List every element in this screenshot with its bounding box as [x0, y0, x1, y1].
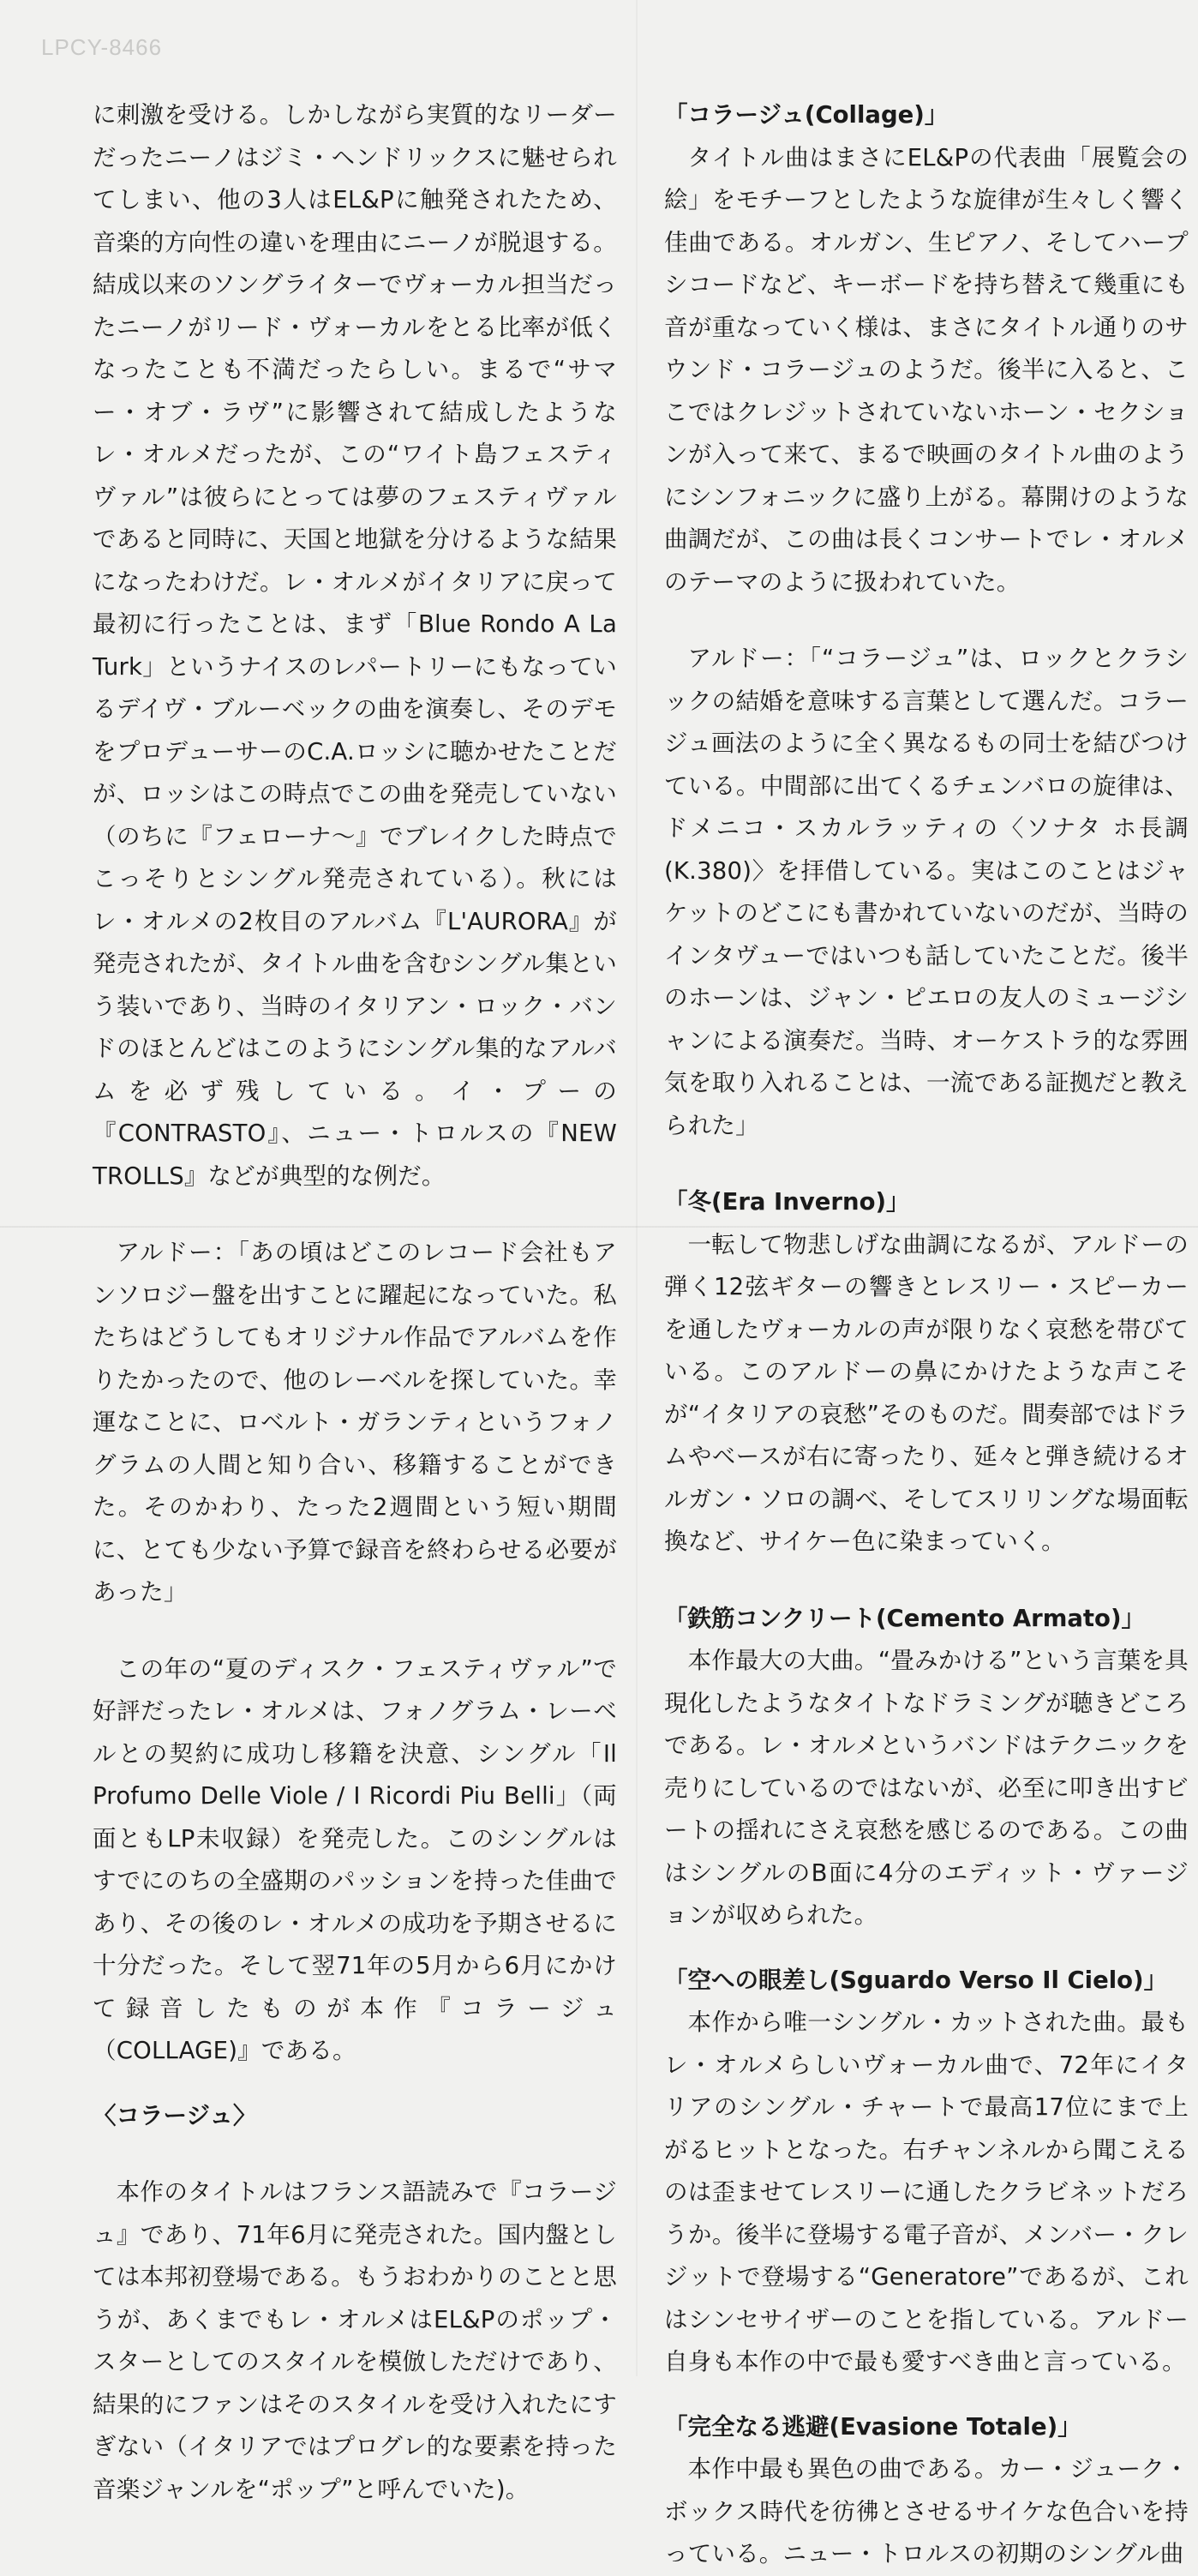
- track-text-sguardo: 本作から唯一シングル・カットされた曲。最もレ・オルメらしいヴォーカル曲で、72年にイタリアのシングル・チャートで最高17位にまで上がるヒットとなった。右チャンネルから聞こえるのは歪ませてレスリーに通したクラビネットだろうか。後半に登場する電子音が、メンバー・クレジットで登場する“Generatore”であるが、これはシンセサイザーのことを指している。アルドー自身も本作の中で最も愛すべき曲と言っている。: [664, 2009, 1189, 2375]
- track-quote-collage: アルドー：「“コラージュ”は、ロックとクラシックの結婚を意味する言葉として選んだ。コラージュ画法のように全く異なるもの同士を結びつけている。中間部に出てくるチェンバロの旋律は、ドメニコ・スカルラッティの〈ソナタ ホ長調(K.380)〉を拝借している。実はこのことはジャケットのどこにも書かれていないのだが、当時のインタヴューではいつも話していたことだ。後半のホーンは、ジャン・ピエロの友人のミュージシャンによる演奏だ。当時、オーケストラ的な雰囲気を取り入れることは、一流である証拠だと教えられた」: [664, 645, 1189, 1139]
- track-heading-cemento-armato: 「鉄筋コンクリート(Cemento Armato)」: [664, 1604, 1146, 1632]
- paragraph-4: 本作のタイトルはフランス語読みで『コラージュ』であり、71年6月に発売された。国内盤としては本邦初登場である。もうおわかりのことと思うが、あくまでもレ・オルメはEL&Pのポップ・スターとしてのスタイルを模倣しただけであり、結果的にファンはそのスタイルを受け入れたにすぎない（イタリアではプログレ的な要素を持った音楽ジャンルを“ポップ”と呼んでいた)。: [93, 2178, 617, 2503]
- paragraph-aldo-quote: アルドー：「あの頃はどこのレコード会社もアンソロジー盤を出すことに躍起になっていた。私たちはどうしてもオリジナル作品でアルバムを作りたかったので、他のレーベルを探していた。幸運なことに、ロベルト・ガランティというフォノグラムの人間と知り合い、移籍することができた。そのかわり、たった2週間という短い期間に、とても少ない予算で録音を終わらせる必要があった」: [93, 1239, 617, 1606]
- track-text-cemento-armato: 本作最大の大曲。“畳みかける”という言葉を具現化したようなタイトなドラミングが聴きどころである。レ・オルメというバンドはテクニックを売りにしているのではないが、必至に叩き出すビートの揺れにさえ哀愁を感じるのである。この曲はシングルのB面に4分のエディット・ヴァージョンが収められた。: [664, 1647, 1189, 1929]
- track-text-evasione: 本作中最も異色の曲である。カー・ジューク・ボックス時代を彷彿とさせるサイケな色合いを持っている。ニュー・トロルスの初期のシングル曲: [664, 2455, 1189, 2567]
- center-fold-line: [636, 0, 638, 2376]
- paragraph-1: に刺激を受ける。しかしながら実質的なリーダーだったニーノはジミ・ヘンドリックスに魅せられてしまい、他の3人はEL&Pに触発されたため、音楽的方向性の違いを理由にニーノが脱退する。結成以来のソングライターでヴォーカル担当だったニーノがリード・ヴォーカルをとる比率が低くなったことも不満だったらしい。まるで“サマー・オブ・ラヴ”に影響されて結成したようなレ・オルメだったが、この“ワイト島フェスティヴァル”は彼らにとっては夢のフェスティヴァルであると同時に、天国と地獄を分けるような結果になったわけだ。レ・オルメがイタリアに戻って最初に行ったことは、まず「Blue Rondo A La Turk」というナイスのレパートリーにもなっているデイヴ・ブルーベックの曲を演奏し、そのデモをプロデューサーのC.A.ロッシに聴かせたことだが、ロッシはこの時点でこの曲を発売していない（のちに『フェローナ〜』でブレイクした時点でこっそりとシングル発売されている）。秋にはレ・オルメの2枚目のアルバム『L'AURORA』が発売されたが、タイトル曲を含むシングル集という装いであり、当時のイタリアン・ロック・バンドのほとんどはこのようにシングル集的なアルバムを必ず残している。イ・プーの『CONTRASTO』、ニュー・トロルスの『NEW TROLLS』などが典型的な例だ。: [93, 101, 617, 1190]
- right-column: [664, 94, 1189, 2576]
- track-text-era-inverno: 一転して物悲しげな曲調になるが、アルドーの弾く12弦ギターの響きとレスリー・スピーカーを通したヴォーカルの声が限りなく哀愁を帯びている。このアルドーの鼻にかけたような声こそが“イタリアの哀愁”そのものだ。間奏部ではドラムやベースが右に寄ったり、延々と弾き続けるオルガン・ソロの調べ、そしてスリリングな場面転換など、サイケー色に染まっていく。: [664, 1230, 1189, 1555]
- track-heading-era-inverno: 「冬(Era Inverno)」: [664, 1188, 910, 1216]
- catalog-number: LPCY-8466: [41, 34, 163, 60]
- track-heading-collage: 「コラージュ(Collage)」: [664, 101, 949, 129]
- section-heading-collage: 〈コラージュ〉: [93, 2101, 257, 2129]
- paragraph-3: この年の“夏のディスク・フェスティヴァル”で好評だったレ・オルメは、フォノグラム・レーベルとの契約に成功し移籍を決意、シングル「Il Profumo Delle Viole / I Ricordi Piu Belli」（両面ともLP未収録）を発売した。このシングルはすでにのちの全盛期のパッションを持った佳曲であり、その後のレ・オルメの成功を予期させるに十分だった。そして翌71年の5月から6月にかけて録音したものが本作『コラージュ（COLLAGE)』である。: [93, 1654, 617, 2064]
- left-column: [93, 94, 617, 2511]
- track-heading-evasione: 「完全なる逃避(Evasione Totale)」: [664, 2412, 1081, 2441]
- track-text-collage: タイトル曲はまさにEL&Pの代表曲「展覧会の絵」をモチーフとしたような旋律が生々しく響く佳曲である。オルガン、生ピアノ、そしてハープシコードなど、キーボードを持ち替えて幾重にも音が重なっていく様は、まさにタイトル通りのサウンド・コラージュのようだ。後半に入ると、ここではクレジットされていないホーン・セクションが入って来て、まるで映画のタイトル曲のようにシンフォニックに盛り上がる。幕開けのような曲調だが、この曲は長くコンサートでレ・オルメのテーマのように扱われていた。: [664, 143, 1189, 596]
- track-heading-sguardo: 「空への眼差し(Sguardo Verso Il Cielo)」: [664, 1966, 1168, 1994]
